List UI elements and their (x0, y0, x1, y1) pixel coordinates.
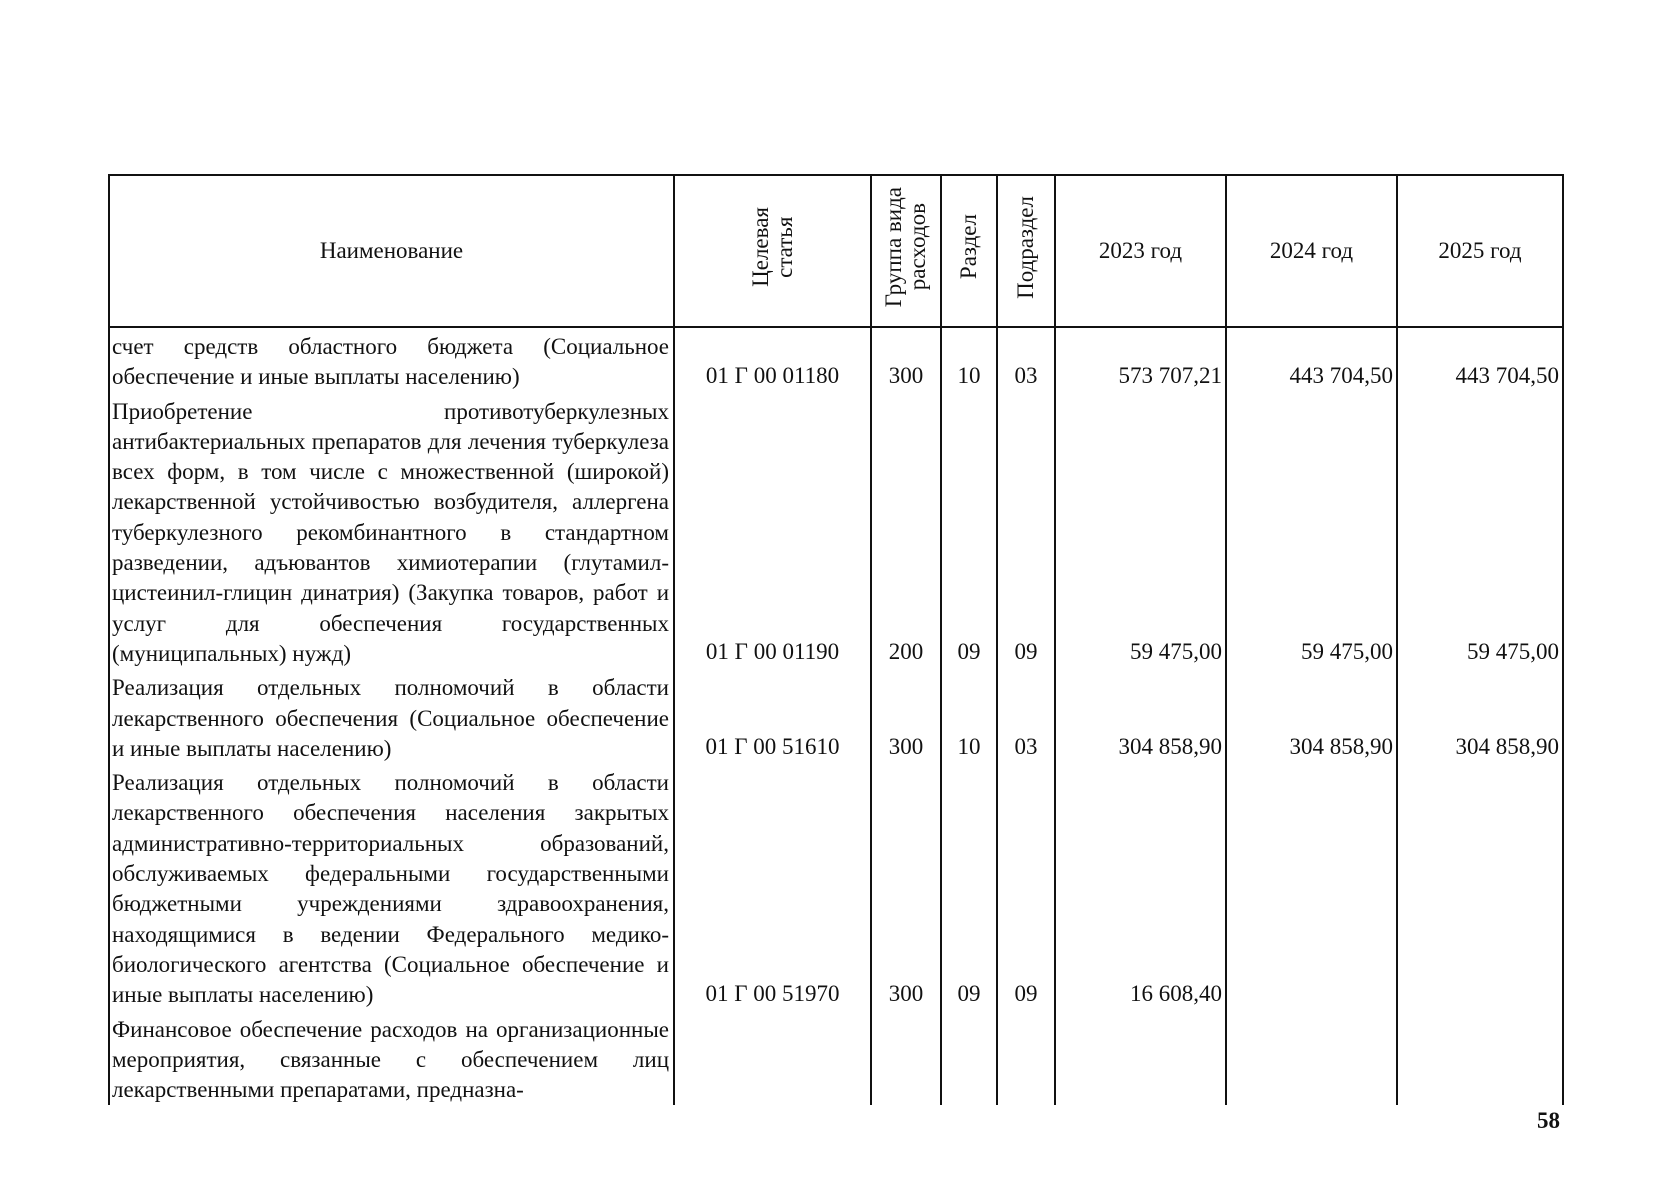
row-subsection: 09 (997, 393, 1055, 670)
header-year-2023-text: 2023 год (1098, 238, 1183, 263)
row-section: 09 (941, 764, 997, 1010)
row-name: счет средств областного бюджета (Социальное обеспечение и иные выплаты населению) (109, 327, 674, 393)
row-target-code: 01 Г 00 51610 (674, 669, 871, 764)
row-expense-group: 300 (871, 327, 941, 393)
header-subsection-text: Подраздел (1013, 195, 1038, 299)
row-amount-2023: 16 608,40 (1055, 764, 1226, 1010)
header-name-text: Наименование (319, 238, 464, 263)
row-amount-2023: 304 858,90 (1055, 669, 1226, 764)
row-name: Реализация отдельных полномочий в области лекарственного обеспечения (Социальное обеспечение и иные выплаты населению) (109, 669, 674, 764)
table-header-row (109, 175, 1563, 327)
header-target-article (674, 175, 871, 327)
row-amount-2024 (1226, 1011, 1397, 1106)
header-year-2025 (1397, 175, 1563, 327)
row-target-code: 01 Г 00 01190 (674, 393, 871, 670)
page-number: 58 (1537, 1108, 1560, 1133)
row-name: Реализация отдельных полномочий в области лекарственного обеспечения населения закрытых административно-территориальных образований, обслуживаемых федеральными государственными бюджетными учреждениями здравоохранения, находящимися в ведении Федерального медико-биологического агентства (Социальное обеспечение и иные выплаты населению) (109, 764, 674, 1010)
row-subsection: 03 (997, 327, 1055, 393)
row-amount-2025: 443 704,50 (1397, 327, 1563, 393)
row-expense-group (871, 1011, 941, 1106)
header-group-line2: расходов (905, 203, 930, 291)
row-name: Финансовое обеспечение расходов на организационные мероприятия, связанные с обеспечением лиц лекарственными препаратами, предназна- (109, 1011, 674, 1106)
header-year-2025-text: 2025 год (1438, 238, 1522, 263)
row-amount-2023 (1055, 1011, 1226, 1106)
row-target-code: 01 Г 00 01180 (674, 327, 871, 393)
row-amount-2024: 59 475,00 (1226, 393, 1397, 670)
header-target-line1: Целевая (747, 207, 773, 287)
header-expense-group (871, 175, 941, 327)
row-section: 09 (941, 393, 997, 670)
row-subsection (997, 1011, 1055, 1106)
row-amount-2025 (1397, 1011, 1563, 1106)
row-section: 10 (941, 327, 997, 393)
row-section (941, 1011, 997, 1106)
row-amount-2023: 573 707,21 (1055, 327, 1226, 393)
row-amount-2025 (1397, 764, 1563, 1010)
header-section (941, 175, 997, 327)
header-year-2023 (1055, 175, 1226, 327)
row-expense-group: 300 (871, 669, 941, 764)
header-expense-group-text (882, 187, 930, 307)
header-group-line1: Группа вида (881, 186, 906, 308)
header-target-article-text (749, 207, 797, 287)
header-target-line2: статья (771, 216, 797, 278)
row-amount-2025: 59 475,00 (1397, 393, 1563, 670)
header-year-2024-text: 2024 год (1269, 238, 1354, 263)
row-expense-group: 200 (871, 393, 941, 670)
table-row (109, 1011, 1563, 1106)
table-row (109, 393, 1563, 670)
header-section-text: Раздел (956, 214, 981, 280)
row-section: 10 (941, 669, 997, 764)
row-subsection: 03 (997, 669, 1055, 764)
table-row (109, 764, 1563, 1010)
header-year-2024 (1226, 175, 1397, 327)
table-row (109, 669, 1563, 764)
header-name (109, 175, 674, 327)
row-amount-2024: 304 858,90 (1226, 669, 1397, 764)
row-amount-2024: 443 704,50 (1226, 327, 1397, 393)
row-amount-2025: 304 858,90 (1397, 669, 1563, 764)
table-row (109, 327, 1563, 393)
budget-table (108, 174, 1564, 1105)
row-amount-2024 (1226, 764, 1397, 1010)
row-amount-2023: 59 475,00 (1055, 393, 1226, 670)
row-expense-group: 300 (871, 764, 941, 1010)
row-target-code: 01 Г 00 51970 (674, 764, 871, 1010)
row-target-code (674, 1011, 871, 1106)
header-subsection (997, 175, 1055, 327)
row-name: Приобретение противотуберкулезных антибактериальных препаратов для лечения туберкулеза всех форм, в том числе с множественной (широкой) лекарственной устойчивостью возбудителя, аллергена туберкулезного рекомбинантного в стандартном разведении, адъювантов химиотерапии (глутамил-цистеинил-глицин динатрия) (Закупка товаров, работ и услуг для обеспечения государственных (муниципальных) нужд) (109, 393, 674, 670)
row-subsection: 09 (997, 764, 1055, 1010)
